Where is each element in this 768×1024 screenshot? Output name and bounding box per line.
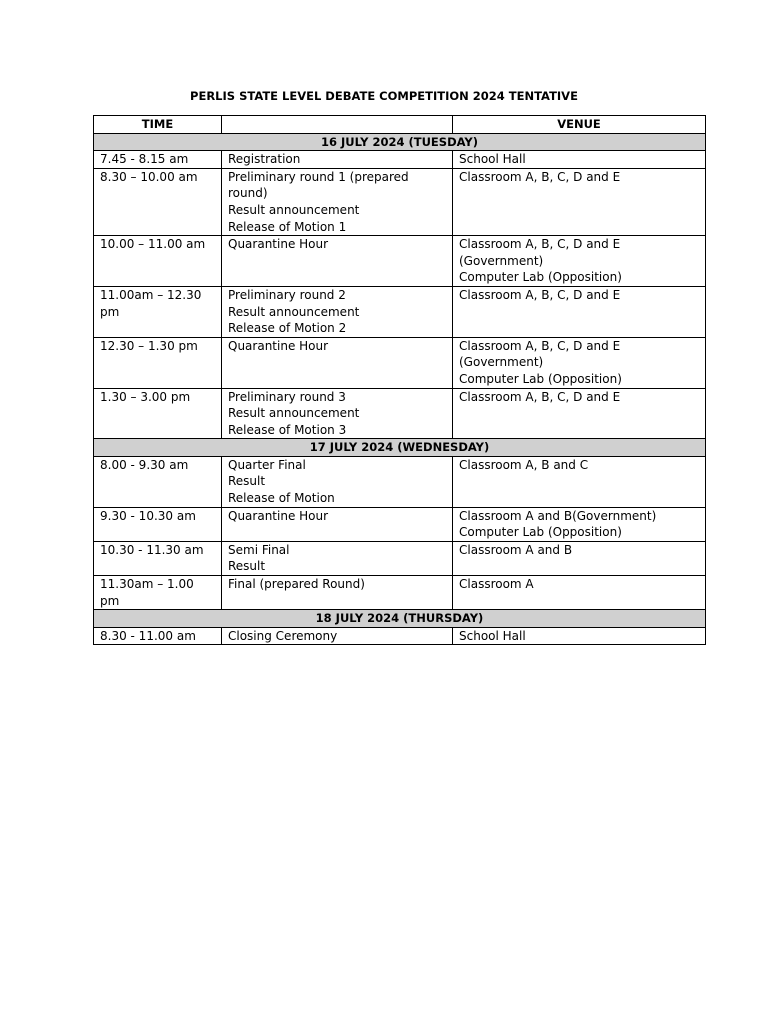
venue-cell: [453, 151, 706, 169]
venue-cell: [453, 627, 706, 645]
venue-cell: [453, 456, 706, 507]
activity-line: Result announcement: [228, 202, 360, 217]
activity-line: Preliminary round 1 (prepared round): [228, 169, 409, 201]
activity-line: Release of Motion: [228, 491, 335, 506]
venue-cell: [453, 507, 706, 541]
table-row: [94, 337, 706, 388]
activity-line: Preliminary round 2: [228, 287, 346, 302]
day-header-row: [94, 439, 706, 457]
schedule-table: [93, 115, 706, 645]
activity-line: Release of Motion 1: [228, 219, 347, 234]
activity-cell: [222, 168, 453, 235]
table-row: [94, 151, 706, 169]
header-venue: VENUE: [453, 116, 706, 134]
activity-line: Semi Final: [228, 542, 290, 557]
venue-line: Classroom A, B, C, D and E (Government): [459, 338, 621, 370]
activity-cell: [222, 627, 453, 645]
document-title: PERLIS STATE LEVEL DEBATE COMPETITION 2024 TENTATIVE: [190, 89, 578, 103]
time-cell: 9.30 - 10.30 am: [94, 507, 222, 541]
venue-cell: [453, 337, 706, 388]
header-time: TIME: [94, 116, 222, 134]
day-header-row: [94, 133, 706, 151]
day-label: 17 JULY 2024 (WEDNESDAY): [94, 439, 706, 457]
activity-line: Registration: [228, 152, 301, 167]
venue-line: Classroom A and B: [459, 542, 573, 557]
time-cell: 12.30 – 1.30 pm: [94, 337, 222, 388]
activity-cell: [222, 151, 453, 169]
time-cell: 10.30 - 11.30 am: [94, 541, 222, 575]
time-cell: 8.30 - 11.00 am: [94, 627, 222, 645]
venue-line: Classroom A, B and C: [459, 457, 589, 472]
table-row: [94, 576, 706, 610]
venue-cell: [453, 576, 706, 610]
venue-line: School Hall: [459, 628, 526, 643]
activity-line: Result announcement: [228, 406, 360, 421]
day-label: 18 JULY 2024 (THURSDAY): [94, 610, 706, 628]
activity-cell: [222, 388, 453, 439]
activity-line: Release of Motion 3: [228, 422, 347, 437]
table-row: [94, 388, 706, 439]
activity-line: Closing Ceremony: [228, 628, 338, 643]
table-row: [94, 507, 706, 541]
time-cell: 10.00 – 11.00 am: [94, 236, 222, 287]
activity-cell: [222, 337, 453, 388]
venue-line: Classroom A, B, C, D and E: [459, 169, 621, 184]
table-row: [94, 627, 706, 645]
time-cell: 8.00 - 9.30 am: [94, 456, 222, 507]
venue-cell: [453, 286, 706, 337]
activity-line: Preliminary round 3: [228, 389, 346, 404]
time-cell: 11.00am – 12.30 pm: [94, 286, 222, 337]
venue-cell: [453, 236, 706, 287]
venue-line: School Hall: [459, 152, 526, 167]
day-label: 16 JULY 2024 (TUESDAY): [94, 133, 706, 151]
table-header-row: [94, 116, 706, 134]
venue-cell: [453, 388, 706, 439]
activity-line: Result announcement: [228, 304, 360, 319]
activity-line: Result: [228, 474, 266, 489]
time-cell: 11.30am – 1.00 pm: [94, 576, 222, 610]
activity-line: Result: [228, 559, 266, 574]
activity-line: Quarantine Hour: [228, 508, 329, 523]
activity-line: Quarter Final: [228, 457, 306, 472]
venue-cell: [453, 541, 706, 575]
activity-line: Release of Motion 2: [228, 321, 347, 336]
time-cell: 1.30 – 3.00 pm: [94, 388, 222, 439]
venue-line: Computer Lab (Opposition): [459, 371, 622, 386]
activity-cell: [222, 286, 453, 337]
activity-cell: [222, 507, 453, 541]
activity-line: Final (prepared Round): [228, 577, 365, 592]
time-cell: 8.30 – 10.00 am: [94, 168, 222, 235]
venue-line: Classroom A, B, C, D and E: [459, 287, 621, 302]
venue-line: Classroom A, B, C, D and E: [459, 389, 621, 404]
activity-line: Quarantine Hour: [228, 338, 329, 353]
table-row: [94, 168, 706, 235]
day-header-row: [94, 610, 706, 628]
table-row: [94, 286, 706, 337]
activity-line: Quarantine Hour: [228, 237, 329, 252]
venue-line: Classroom A: [459, 577, 534, 592]
header-activity: [222, 116, 453, 134]
venue-line: Computer Lab (Opposition): [459, 525, 622, 540]
table-row: [94, 541, 706, 575]
venue-line: Computer Lab (Opposition): [459, 270, 622, 285]
activity-cell: [222, 456, 453, 507]
venue-line: Classroom A and B(Government): [459, 508, 657, 523]
table-row: [94, 236, 706, 287]
time-cell: 7.45 - 8.15 am: [94, 151, 222, 169]
schedule-body: [94, 133, 706, 645]
activity-cell: [222, 576, 453, 610]
activity-cell: [222, 236, 453, 287]
table-row: [94, 456, 706, 507]
venue-line: Classroom A, B, C, D and E (Government): [459, 237, 621, 268]
venue-cell: [453, 168, 706, 235]
activity-cell: [222, 541, 453, 575]
